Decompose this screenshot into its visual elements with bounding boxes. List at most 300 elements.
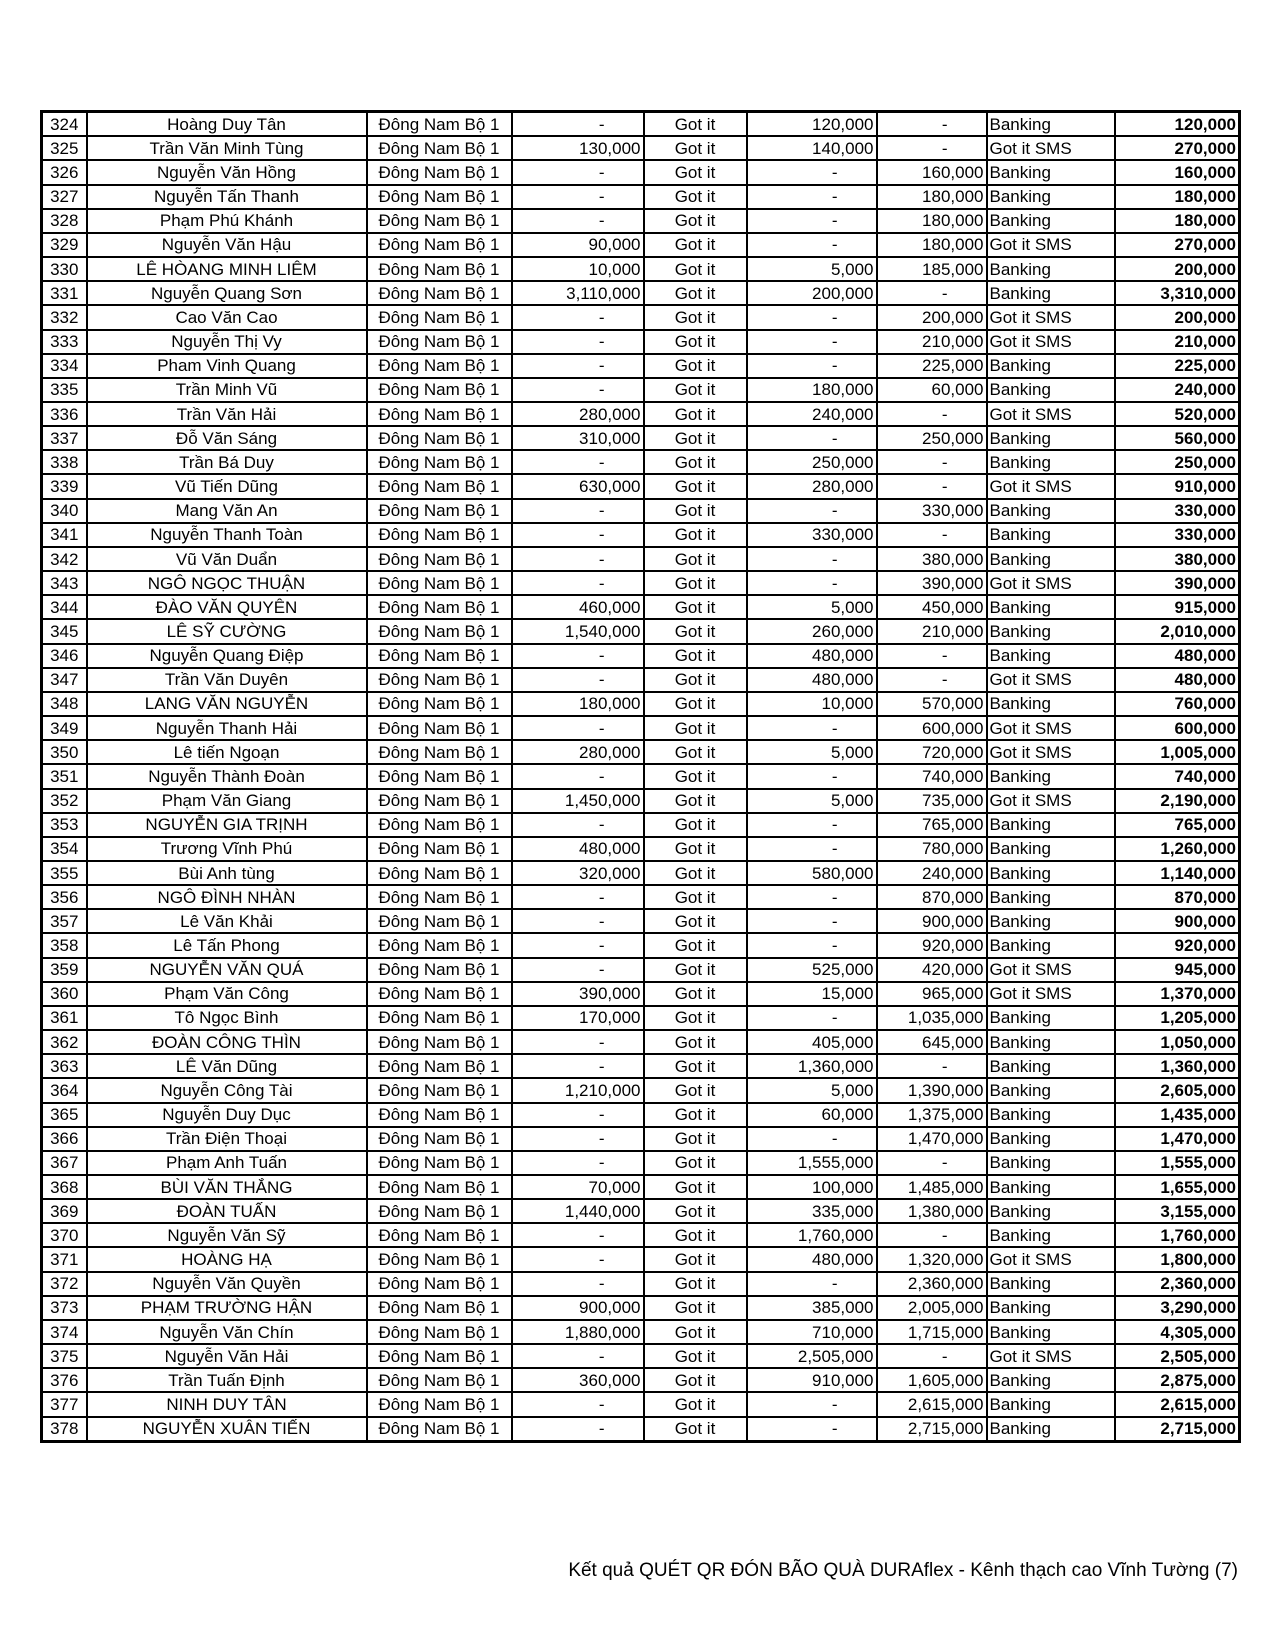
- cell-amount-1: -: [512, 1247, 644, 1271]
- cell-region: Đông Nam Bộ 1: [367, 185, 512, 209]
- cell-stt: 346: [42, 644, 87, 668]
- cell-amount-3: 210,000: [877, 619, 987, 643]
- cell-stt: 363: [42, 1054, 87, 1078]
- cell-region: Đông Nam Bộ 1: [367, 595, 512, 619]
- cell-amount-2: -: [747, 571, 877, 595]
- cell-status: Got it: [644, 1199, 747, 1223]
- cell-name: LÊ HÒANG MINH LIÊM: [87, 257, 367, 281]
- cell-method: Banking: [987, 1223, 1115, 1247]
- cell-amount-2: 580,000: [747, 861, 877, 885]
- cell-name: Vũ Văn Duẩn: [87, 547, 367, 571]
- cell-method: Banking: [987, 595, 1115, 619]
- cell-method: Banking: [987, 1006, 1115, 1030]
- table-row: [42, 571, 1240, 595]
- cell-amount-1: 280,000: [512, 740, 644, 764]
- cell-amount-2: -: [747, 426, 877, 450]
- cell-amount-2: 480,000: [747, 644, 877, 668]
- table-row: [42, 861, 1240, 885]
- cell-name: Trần Văn Minh Tùng: [87, 136, 367, 160]
- cell-method: Got it SMS: [987, 1247, 1115, 1271]
- cell-name: Nguyễn Tấn Thanh: [87, 185, 367, 209]
- cell-amount-2: 480,000: [747, 668, 877, 692]
- cell-method: Got it SMS: [987, 789, 1115, 813]
- cell-amount-1: 1,440,000: [512, 1199, 644, 1223]
- cell-amount-2: -: [747, 547, 877, 571]
- cell-method: Got it SMS: [987, 474, 1115, 498]
- table-row: [42, 136, 1240, 160]
- table-row: [42, 740, 1240, 764]
- cell-amount-3: -: [877, 1344, 987, 1368]
- cell-amount-1: -: [512, 571, 644, 595]
- cell-status: Got it: [644, 523, 747, 547]
- cell-amount-3: 240,000: [877, 861, 987, 885]
- cell-status: Got it: [644, 619, 747, 643]
- cell-total: 1,260,000: [1115, 837, 1240, 861]
- cell-amount-3: -: [877, 668, 987, 692]
- cell-status: Got it: [644, 595, 747, 619]
- cell-status: Got it: [644, 1320, 747, 1344]
- cell-name: Nguyễn Văn Quyền: [87, 1272, 367, 1296]
- cell-region: Đông Nam Bộ 1: [367, 571, 512, 595]
- cell-amount-1: -: [512, 1272, 644, 1296]
- cell-total: 1,655,000: [1115, 1175, 1240, 1199]
- cell-amount-3: 2,360,000: [877, 1272, 987, 1296]
- cell-amount-3: 920,000: [877, 933, 987, 957]
- cell-amount-2: 140,000: [747, 136, 877, 160]
- table-row: [42, 595, 1240, 619]
- cell-amount-2: 120,000: [747, 112, 877, 137]
- cell-region: Đông Nam Bộ 1: [367, 668, 512, 692]
- cell-region: Đông Nam Bộ 1: [367, 1272, 512, 1296]
- cell-name: Lê Tấn Phong: [87, 933, 367, 957]
- cell-amount-3: -: [877, 281, 987, 305]
- cell-status: Got it: [644, 209, 747, 233]
- cell-status: Got it: [644, 789, 747, 813]
- cell-region: Đông Nam Bộ 1: [367, 136, 512, 160]
- cell-amount-1: 630,000: [512, 474, 644, 498]
- cell-amount-2: 240,000: [747, 402, 877, 426]
- cell-total: 560,000: [1115, 426, 1240, 450]
- cell-region: Đông Nam Bộ 1: [367, 474, 512, 498]
- cell-status: Got it: [644, 1368, 747, 1392]
- cell-amount-3: 160,000: [877, 160, 987, 184]
- cell-amount-1: -: [512, 305, 644, 329]
- cell-region: Đông Nam Bộ 1: [367, 1199, 512, 1223]
- cell-name: ĐOÀN CÔNG THÌN: [87, 1030, 367, 1054]
- cell-total: 1,435,000: [1115, 1103, 1240, 1127]
- cell-total: 1,360,000: [1115, 1054, 1240, 1078]
- cell-name: Trương Vĩnh Phú: [87, 837, 367, 861]
- cell-name: NINH DUY TÂN: [87, 1392, 367, 1416]
- table-row: [42, 1320, 1240, 1344]
- cell-total: 2,715,000: [1115, 1417, 1240, 1442]
- cell-region: Đông Nam Bộ 1: [367, 1247, 512, 1271]
- cell-amount-2: 1,555,000: [747, 1151, 877, 1175]
- cell-amount-2: -: [747, 837, 877, 861]
- cell-region: Đông Nam Bộ 1: [367, 378, 512, 402]
- cell-status: Got it: [644, 1103, 747, 1127]
- cell-name: Mang Văn An: [87, 499, 367, 523]
- cell-amount-2: 250,000: [747, 450, 877, 474]
- cell-method: Banking: [987, 1199, 1115, 1223]
- cell-method: Banking: [987, 1151, 1115, 1175]
- cell-status: Got it: [644, 764, 747, 788]
- page-footer: Kết quả QUÉT QR ĐÓN BÃO QUÀ DURAflex - Kênh thạch cao Vĩnh Tường (7): [568, 1560, 1238, 1581]
- cell-total: 920,000: [1115, 933, 1240, 957]
- cell-name: Nguyễn Thành Đoàn: [87, 764, 367, 788]
- cell-name: Nguyễn Thanh Toàn: [87, 523, 367, 547]
- cell-amount-1: 3,110,000: [512, 281, 644, 305]
- cell-stt: 338: [42, 450, 87, 474]
- cell-method: Got it SMS: [987, 402, 1115, 426]
- cell-stt: 336: [42, 402, 87, 426]
- cell-total: 200,000: [1115, 305, 1240, 329]
- cell-status: Got it: [644, 982, 747, 1006]
- cell-region: Đông Nam Bộ 1: [367, 209, 512, 233]
- cell-region: Đông Nam Bộ 1: [367, 1392, 512, 1416]
- cell-method: Banking: [987, 281, 1115, 305]
- cell-amount-2: -: [747, 499, 877, 523]
- cell-stt: 376: [42, 1368, 87, 1392]
- cell-amount-1: 90,000: [512, 233, 644, 257]
- cell-region: Đông Nam Bộ 1: [367, 1417, 512, 1442]
- cell-method: Banking: [987, 885, 1115, 909]
- cell-amount-2: 480,000: [747, 1247, 877, 1271]
- cell-amount-3: -: [877, 112, 987, 137]
- cell-total: 910,000: [1115, 474, 1240, 498]
- cell-status: Got it: [644, 1296, 747, 1320]
- cell-amount-1: -: [512, 354, 644, 378]
- table-row: [42, 281, 1240, 305]
- cell-name: Nguyễn Văn Hồng: [87, 160, 367, 184]
- cell-region: Đông Nam Bộ 1: [367, 933, 512, 957]
- cell-stt: 368: [42, 1175, 87, 1199]
- cell-amount-2: -: [747, 764, 877, 788]
- cell-region: Đông Nam Bộ 1: [367, 499, 512, 523]
- cell-amount-1: -: [512, 644, 644, 668]
- cell-amount-2: 1,360,000: [747, 1054, 877, 1078]
- cell-name: Hoàng Duy Tân: [87, 112, 367, 137]
- cell-method: Banking: [987, 1392, 1115, 1416]
- cell-method: Banking: [987, 1030, 1115, 1054]
- table-row: [42, 547, 1240, 571]
- cell-amount-3: 1,470,000: [877, 1127, 987, 1151]
- cell-amount-3: 720,000: [877, 740, 987, 764]
- cell-total: 380,000: [1115, 547, 1240, 571]
- cell-stt: 344: [42, 595, 87, 619]
- cell-stt: 347: [42, 668, 87, 692]
- cell-region: Đông Nam Bộ 1: [367, 450, 512, 474]
- cell-region: Đông Nam Bộ 1: [367, 305, 512, 329]
- cell-amount-1: 1,880,000: [512, 1320, 644, 1344]
- cell-method: Banking: [987, 499, 1115, 523]
- cell-stt: 369: [42, 1199, 87, 1223]
- table-row: [42, 1199, 1240, 1223]
- cell-amount-1: 360,000: [512, 1368, 644, 1392]
- table-row: [42, 789, 1240, 813]
- cell-amount-3: 200,000: [877, 305, 987, 329]
- cell-method: Banking: [987, 257, 1115, 281]
- cell-amount-3: 2,615,000: [877, 1392, 987, 1416]
- cell-amount-2: 200,000: [747, 281, 877, 305]
- cell-amount-3: -: [877, 136, 987, 160]
- table-row: [42, 233, 1240, 257]
- cell-method: Got it SMS: [987, 305, 1115, 329]
- cell-status: Got it: [644, 1392, 747, 1416]
- cell-name: Bùi Anh tùng: [87, 861, 367, 885]
- cell-amount-1: 480,000: [512, 837, 644, 861]
- cell-status: Got it: [644, 499, 747, 523]
- cell-total: 1,140,000: [1115, 861, 1240, 885]
- cell-status: Got it: [644, 1247, 747, 1271]
- cell-method: Banking: [987, 813, 1115, 837]
- cell-amount-2: -: [747, 209, 877, 233]
- cell-status: Got it: [644, 185, 747, 209]
- cell-method: Got it SMS: [987, 740, 1115, 764]
- cell-method: Banking: [987, 837, 1115, 861]
- cell-amount-1: -: [512, 185, 644, 209]
- cell-region: Đông Nam Bộ 1: [367, 1344, 512, 1368]
- cell-total: 270,000: [1115, 233, 1240, 257]
- cell-amount-3: 225,000: [877, 354, 987, 378]
- cell-method: Banking: [987, 378, 1115, 402]
- cell-total: 480,000: [1115, 668, 1240, 692]
- cell-amount-1: 170,000: [512, 1006, 644, 1030]
- cell-name: Nguyễn Quang Điệp: [87, 644, 367, 668]
- cell-total: 520,000: [1115, 402, 1240, 426]
- cell-stt: 360: [42, 982, 87, 1006]
- table-row: [42, 523, 1240, 547]
- cell-status: Got it: [644, 1223, 747, 1247]
- cell-stt: 357: [42, 909, 87, 933]
- cell-region: Đông Nam Bộ 1: [367, 547, 512, 571]
- cell-amount-1: -: [512, 885, 644, 909]
- cell-total: 2,605,000: [1115, 1078, 1240, 1102]
- cell-region: Đông Nam Bộ 1: [367, 958, 512, 982]
- cell-amount-3: 1,485,000: [877, 1175, 987, 1199]
- cell-status: Got it: [644, 861, 747, 885]
- cell-region: Đông Nam Bộ 1: [367, 1151, 512, 1175]
- cell-amount-2: -: [747, 185, 877, 209]
- cell-amount-2: 260,000: [747, 619, 877, 643]
- cell-amount-1: 1,450,000: [512, 789, 644, 813]
- cell-amount-3: -: [877, 450, 987, 474]
- table-row: [42, 474, 1240, 498]
- cell-total: 2,615,000: [1115, 1392, 1240, 1416]
- table-row: [42, 813, 1240, 837]
- cell-name: PHẠM TRƯỜNG HẬN: [87, 1296, 367, 1320]
- cell-total: 390,000: [1115, 571, 1240, 595]
- table-row: [42, 330, 1240, 354]
- cell-region: Đông Nam Bộ 1: [367, 982, 512, 1006]
- cell-method: Got it SMS: [987, 233, 1115, 257]
- table-row: [42, 837, 1240, 861]
- cell-name: ĐÀO VĂN QUYÊN: [87, 595, 367, 619]
- cell-amount-1: 10,000: [512, 257, 644, 281]
- cell-name: LÊ SỸ CƯỜNG: [87, 619, 367, 643]
- cell-status: Got it: [644, 1344, 747, 1368]
- cell-amount-2: 5,000: [747, 740, 877, 764]
- cell-status: Got it: [644, 1175, 747, 1199]
- cell-name: Trần Điện Thoại: [87, 1127, 367, 1151]
- cell-region: Đông Nam Bộ 1: [367, 1030, 512, 1054]
- table-row: [42, 933, 1240, 957]
- cell-stt: 337: [42, 426, 87, 450]
- cell-status: Got it: [644, 885, 747, 909]
- cell-total: 225,000: [1115, 354, 1240, 378]
- cell-total: 160,000: [1115, 160, 1240, 184]
- cell-name: Phạm Văn Công: [87, 982, 367, 1006]
- cell-amount-2: -: [747, 330, 877, 354]
- table-row: [42, 1103, 1240, 1127]
- cell-amount-1: 390,000: [512, 982, 644, 1006]
- cell-amount-3: 60,000: [877, 378, 987, 402]
- cell-amount-2: -: [747, 354, 877, 378]
- cell-region: Đông Nam Bộ 1: [367, 1320, 512, 1344]
- cell-status: Got it: [644, 1030, 747, 1054]
- cell-amount-2: 330,000: [747, 523, 877, 547]
- cell-status: Got it: [644, 1078, 747, 1102]
- cell-name: Tô Ngọc Bình: [87, 1006, 367, 1030]
- table-row: [42, 257, 1240, 281]
- table-row: [42, 450, 1240, 474]
- cell-amount-1: -: [512, 523, 644, 547]
- cell-region: Đông Nam Bộ 1: [367, 789, 512, 813]
- cell-amount-3: 2,715,000: [877, 1417, 987, 1442]
- cell-name: Nguyễn Văn Hậu: [87, 233, 367, 257]
- cell-region: Đông Nam Bộ 1: [367, 837, 512, 861]
- cell-total: 330,000: [1115, 499, 1240, 523]
- cell-total: 240,000: [1115, 378, 1240, 402]
- cell-status: Got it: [644, 112, 747, 137]
- cell-region: Đông Nam Bộ 1: [367, 813, 512, 837]
- cell-stt: 326: [42, 160, 87, 184]
- table-row: [42, 619, 1240, 643]
- cell-name: Nguyễn Văn Chín: [87, 1320, 367, 1344]
- cell-total: 1,005,000: [1115, 740, 1240, 764]
- cell-name: Trần Văn Hải: [87, 402, 367, 426]
- cell-amount-3: 1,035,000: [877, 1006, 987, 1030]
- cell-stt: 354: [42, 837, 87, 861]
- cell-method: Got it SMS: [987, 716, 1115, 740]
- cell-amount-2: -: [747, 933, 877, 957]
- cell-total: 1,555,000: [1115, 1151, 1240, 1175]
- cell-amount-3: 1,375,000: [877, 1103, 987, 1127]
- cell-region: Đông Nam Bộ 1: [367, 257, 512, 281]
- cell-amount-1: -: [512, 160, 644, 184]
- cell-amount-2: 710,000: [747, 1320, 877, 1344]
- cell-stt: 355: [42, 861, 87, 885]
- cell-name: Nguyễn Duy Dục: [87, 1103, 367, 1127]
- cell-total: 2,360,000: [1115, 1272, 1240, 1296]
- cell-stt: 342: [42, 547, 87, 571]
- cell-region: Đông Nam Bộ 1: [367, 1078, 512, 1102]
- cell-method: Banking: [987, 1417, 1115, 1442]
- cell-stt: 335: [42, 378, 87, 402]
- cell-status: Got it: [644, 1272, 747, 1296]
- cell-amount-1: 1,540,000: [512, 619, 644, 643]
- cell-amount-3: 965,000: [877, 982, 987, 1006]
- table-row: [42, 1078, 1240, 1102]
- cell-amount-1: -: [512, 1417, 644, 1442]
- cell-status: Got it: [644, 813, 747, 837]
- cell-stt: 333: [42, 330, 87, 354]
- cell-status: Got it: [644, 160, 747, 184]
- cell-region: Đông Nam Bộ 1: [367, 1175, 512, 1199]
- cell-amount-1: 180,000: [512, 692, 644, 716]
- cell-total: 4,305,000: [1115, 1320, 1240, 1344]
- cell-method: Banking: [987, 426, 1115, 450]
- table-row: [42, 185, 1240, 209]
- cell-method: Banking: [987, 185, 1115, 209]
- cell-amount-2: 5,000: [747, 257, 877, 281]
- cell-amount-1: 900,000: [512, 1296, 644, 1320]
- cell-name: Trần Văn Duyên: [87, 668, 367, 692]
- table-row: [42, 499, 1240, 523]
- table-row: [42, 112, 1240, 137]
- cell-method: Banking: [987, 764, 1115, 788]
- table-row: [42, 764, 1240, 788]
- cell-region: Đông Nam Bộ 1: [367, 426, 512, 450]
- cell-name: NGUYỄN XUÂN TIẾN: [87, 1417, 367, 1442]
- cell-stt: 378: [42, 1417, 87, 1442]
- cell-amount-3: 390,000: [877, 571, 987, 595]
- cell-total: 120,000: [1115, 112, 1240, 137]
- cell-name: Cao Văn Cao: [87, 305, 367, 329]
- cell-amount-1: -: [512, 450, 644, 474]
- cell-total: 1,800,000: [1115, 1247, 1240, 1271]
- cell-total: 1,205,000: [1115, 1006, 1240, 1030]
- cell-amount-1: -: [512, 668, 644, 692]
- cell-amount-2: 15,000: [747, 982, 877, 1006]
- cell-region: Đông Nam Bộ 1: [367, 909, 512, 933]
- table-row: [42, 1368, 1240, 1392]
- cell-amount-2: -: [747, 1417, 877, 1442]
- cell-stt: 331: [42, 281, 87, 305]
- table-row: [42, 160, 1240, 184]
- cell-stt: 340: [42, 499, 87, 523]
- cell-method: Banking: [987, 1368, 1115, 1392]
- cell-region: Đông Nam Bộ 1: [367, 523, 512, 547]
- cell-status: Got it: [644, 426, 747, 450]
- cell-region: Đông Nam Bộ 1: [367, 1223, 512, 1247]
- cell-amount-1: 130,000: [512, 136, 644, 160]
- cell-amount-3: 250,000: [877, 426, 987, 450]
- cell-region: Đông Nam Bộ 1: [367, 1103, 512, 1127]
- cell-total: 3,290,000: [1115, 1296, 1240, 1320]
- cell-amount-3: 1,320,000: [877, 1247, 987, 1271]
- cell-status: Got it: [644, 1006, 747, 1030]
- cell-region: Đông Nam Bộ 1: [367, 354, 512, 378]
- cell-amount-1: -: [512, 1103, 644, 1127]
- cell-status: Got it: [644, 933, 747, 957]
- cell-region: Đông Nam Bộ 1: [367, 861, 512, 885]
- cell-total: 3,310,000: [1115, 281, 1240, 305]
- cell-method: Banking: [987, 1272, 1115, 1296]
- table-row: [42, 1006, 1240, 1030]
- cell-total: 945,000: [1115, 958, 1240, 982]
- cell-amount-1: -: [512, 1127, 644, 1151]
- cell-stt: 377: [42, 1392, 87, 1416]
- cell-name: Pham Vinh Quang: [87, 354, 367, 378]
- cell-name: Nguyễn Thị Vy: [87, 330, 367, 354]
- cell-amount-2: 280,000: [747, 474, 877, 498]
- table-row: [42, 1223, 1240, 1247]
- cell-status: Got it: [644, 330, 747, 354]
- cell-total: 1,760,000: [1115, 1223, 1240, 1247]
- cell-amount-1: -: [512, 1030, 644, 1054]
- cell-amount-3: 1,605,000: [877, 1368, 987, 1392]
